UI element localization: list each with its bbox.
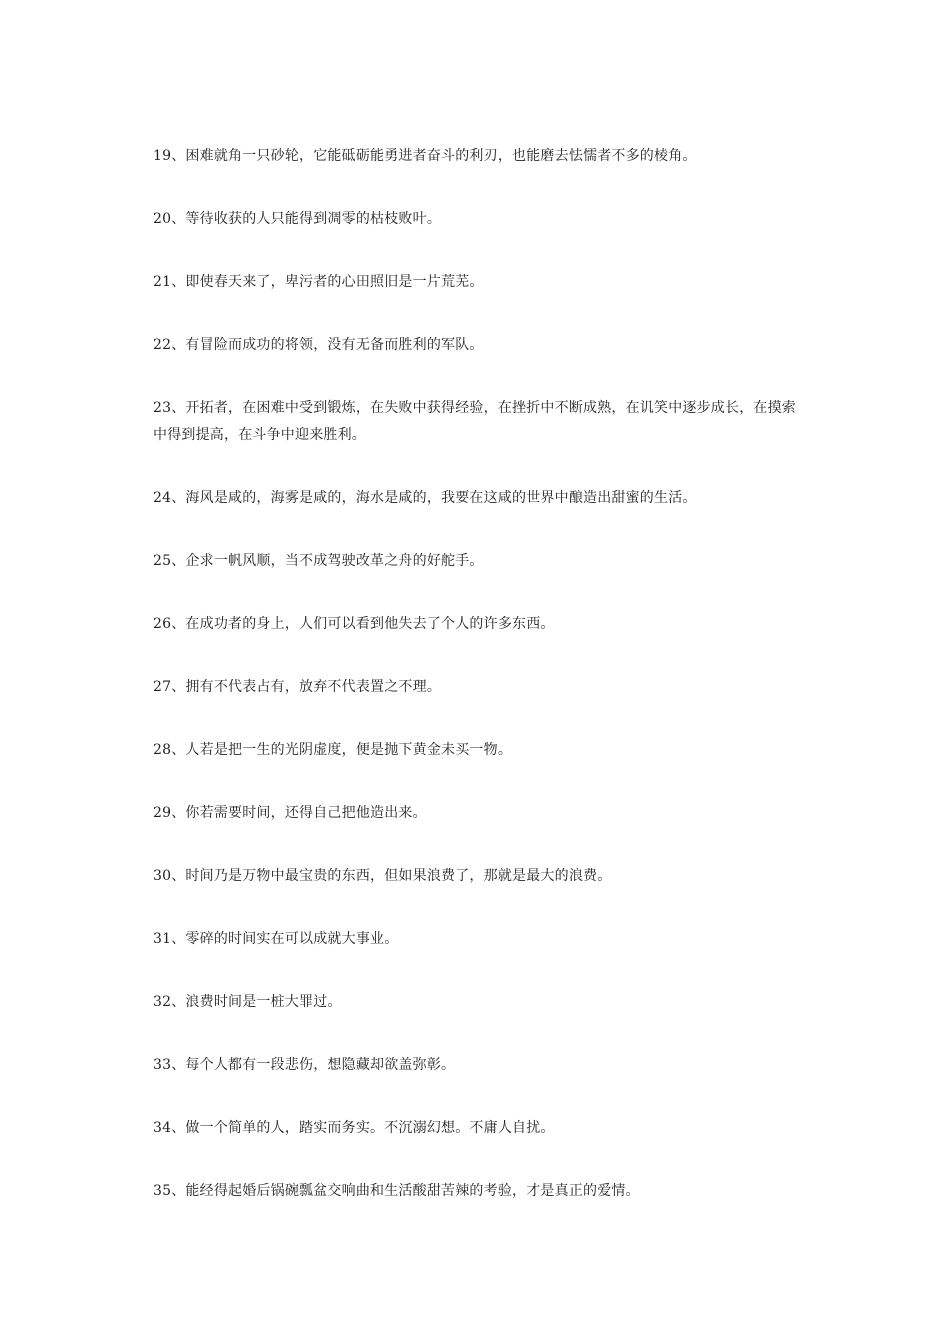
paragraph-27: 27、拥有不代表占有，放弃不代表置之不理。 xyxy=(153,679,442,695)
paragraph-26: 26、在成功者的身上，人们可以看到他失去了个人的许多东西。 xyxy=(153,616,555,632)
paragraph-31: 31、零碎的时间实在可以成就大事业。 xyxy=(153,931,399,947)
paragraph-20: 20、等待收获的人只能得到凋零的枯枝败叶。 xyxy=(153,211,442,227)
paragraph-22: 22、有冒险而成功的将领，没有无备而胜利的军队。 xyxy=(153,337,484,353)
paragraph-21: 21、即使春天来了，卑污者的心田照旧是一片荒芜。 xyxy=(153,274,484,290)
paragraph-30: 30、时间乃是万物中最宝贵的东西，但如果浪费了，那就是最大的浪费。 xyxy=(153,868,612,884)
paragraph-24: 24、海风是咸的，海雾是咸的，海水是咸的，我要在这咸的世界中酿造出甜蜜的生活。 xyxy=(153,490,697,506)
paragraph-19: 19、困难就角一只砂轮，它能砥砺能勇进者奋斗的利刃，也能磨去怯懦者不多的棱角。 xyxy=(153,148,697,164)
paragraph-35: 35、能经得起婚后锅碗瓢盆交响曲和生活酸甜苦辣的考验，才是真正的爱情。 xyxy=(153,1183,640,1199)
paragraph-25: 25、企求一帆风顺，当不成驾驶改革之舟的好舵手。 xyxy=(153,553,484,569)
paragraph-34: 34、做一个简单的人，踏实而务实。不沉溺幻想。不庸人自扰。 xyxy=(153,1120,555,1136)
document-body xyxy=(153,143,803,1241)
paragraph-29: 29、你若需要时间，还得自己把他造出来。 xyxy=(153,805,427,821)
paragraph-28: 28、人若是把一生的光阴虚度，便是抛下黄金未买一物。 xyxy=(153,742,513,758)
paragraph-33: 33、每个人都有一段悲伤，想隐藏却欲盖弥彰。 xyxy=(153,1057,456,1073)
paragraph-23: 23、开拓者，在困难中受到锻炼，在失败中获得经验，在挫折中不断成熟，在讥笑中逐步成长，在摸索中得到提高，在斗争中迎来胜利。 xyxy=(153,400,797,443)
paragraph-32: 32、浪费时间是一桩大罪过。 xyxy=(153,994,342,1010)
